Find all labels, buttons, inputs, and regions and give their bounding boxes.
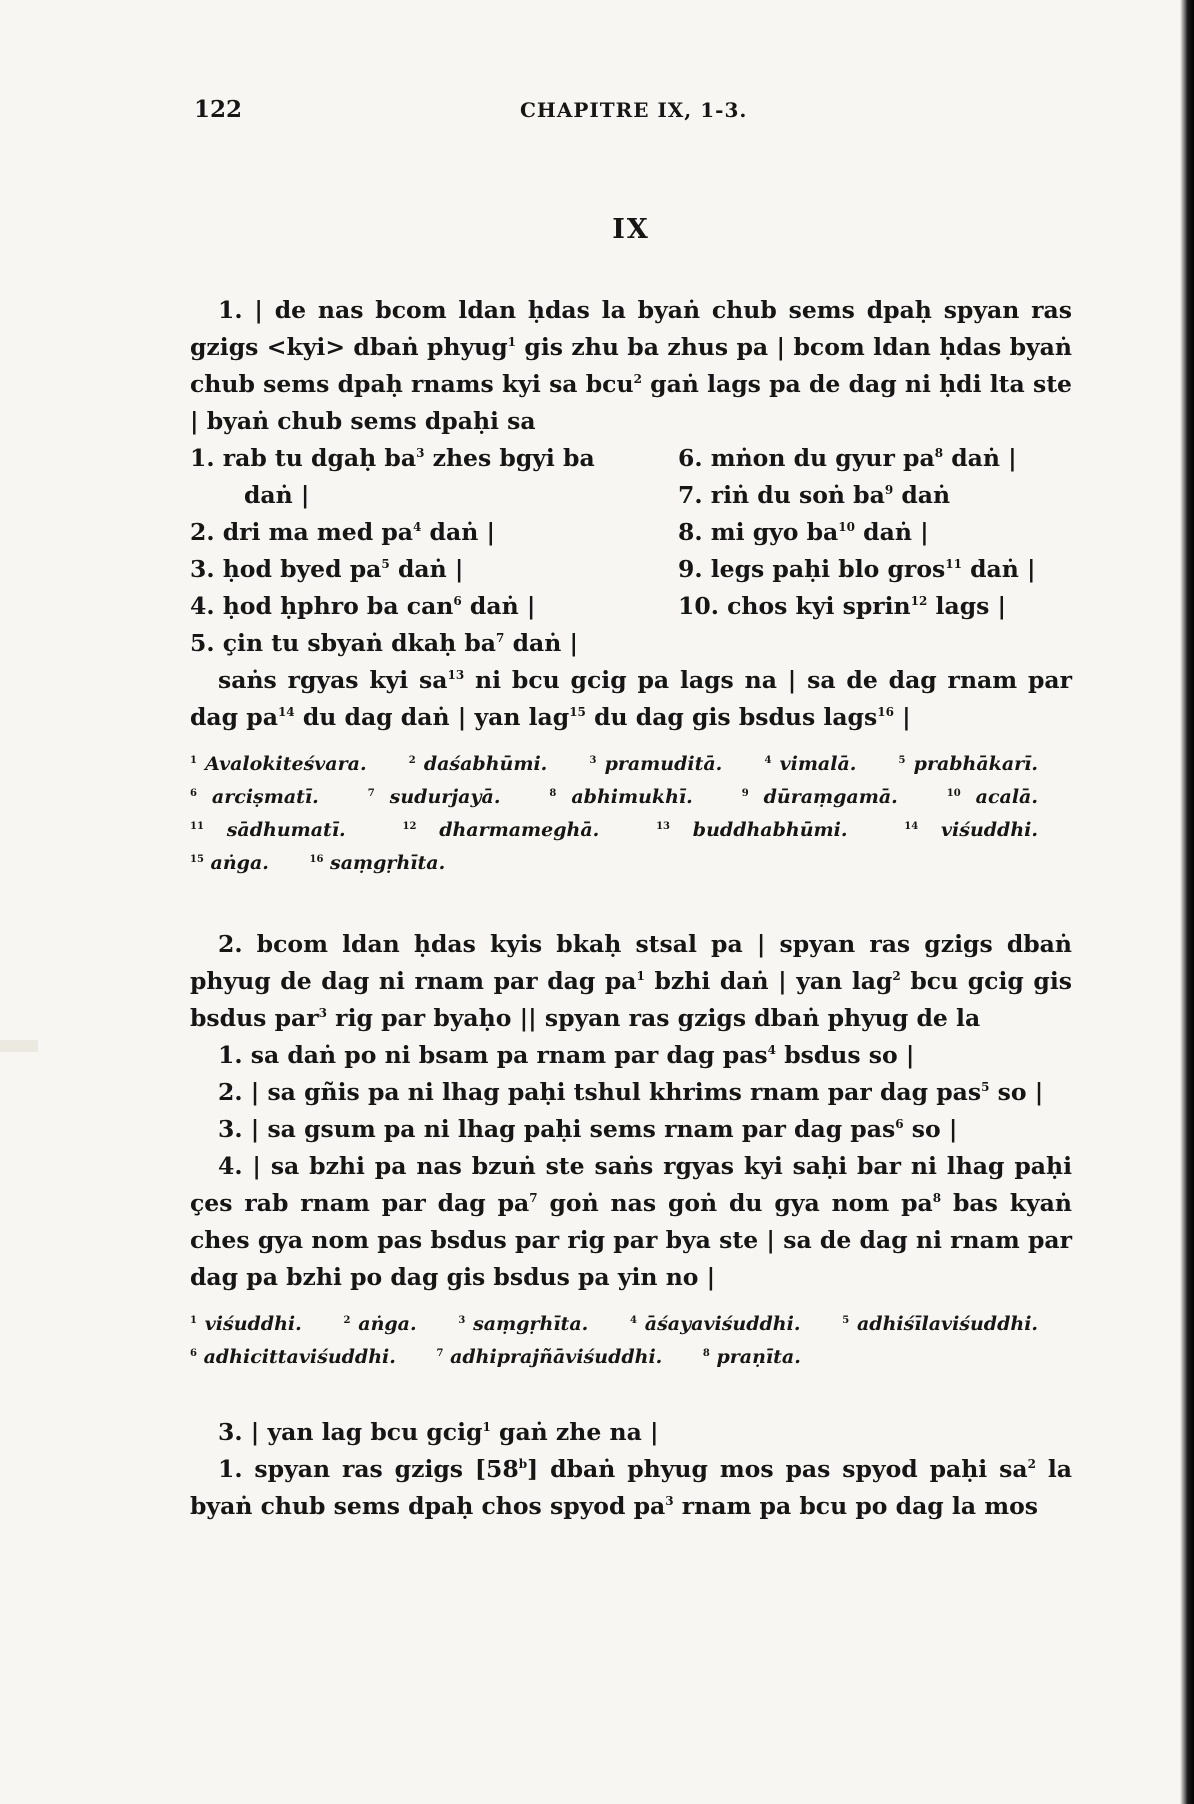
footnote-marker: 13: [447, 668, 465, 682]
page-edge-shadow: [1180, 0, 1194, 1804]
footnote-number: 16: [309, 854, 324, 865]
section-2-item-4: 4. | sa bzhi pa nas bzuṅ ste saṅs rgyas kyi saḥi bar ni lhag paḥi çes rab rnam par dag $pa^7$ goṅ nas goṅ du gya nom $pa^8$ bas kyaṅ ches gya nom pas bsdus par rig par bya ste | sa de dag ni rnam par dag pa bzhi po dag gis bsdus pa yin no |: [190, 1152, 1072, 1291]
footnote-marker: 8: [934, 446, 944, 460]
footnote-entry: $^{12}$ dharmameghā.: [402, 819, 600, 841]
footnote-marker: 7: [496, 631, 505, 645]
footnote-marker: 10: [838, 520, 855, 534]
list-left-column: [190, 440, 678, 662]
footnote-marker: 11: [945, 557, 962, 571]
footnote-entry: $^{16}$ saṃgṛhīta.: [309, 852, 446, 874]
footnote-marker: 4: [767, 1043, 777, 1057]
footnote-entry: $^{13}$ buddhabhūmi.: [656, 819, 848, 841]
list-item: 4. ḥod ḥphro ba can$^6$ daṅ |: [190, 592, 536, 620]
footnote-entry: $^4$ vimalā.: [764, 753, 857, 775]
footnote-number: 12: [402, 821, 417, 832]
footnote-number: 7: [367, 788, 375, 799]
footnote-entry: $^{11}$ sādhumatī.: [190, 819, 346, 841]
footnote-entry: $^{14}$ viśuddhi.: [904, 819, 1038, 841]
footnote-marker: 1: [507, 335, 517, 349]
footnote-number: 6: [190, 1348, 197, 1359]
footnote-entry: $^4$ āśayaviśuddhi.: [630, 1313, 801, 1335]
footnote-entry: $^6$ arciṣmatī.: [190, 786, 319, 808]
list-item: 9. legs paḥi blo gros$^{11}$ daṅ |: [678, 555, 1036, 583]
footnote-number: 13: [656, 821, 670, 832]
page-number: 122: [194, 96, 243, 123]
footnote-marker: 3: [416, 446, 425, 460]
footnote-entry: $^{10}$ acalā.: [946, 786, 1038, 808]
footnote-marker: 9: [884, 483, 894, 497]
list-item: 3. | sa gsum pa ni lhag paḥi sems rnam par dag pas$^6$ so |: [218, 1115, 958, 1143]
list-item: 2. dri ma med $pa^4$ daṅ |: [190, 518, 496, 546]
section-3-intro: 3. | yan lag bcu gcig$^1$ gaṅ zhe na |: [218, 1418, 659, 1446]
footnote-marker: 16: [877, 705, 894, 719]
list-item: 5. çin tu sbyaṅ dkaḥ $ba^7$ daṅ |: [190, 629, 579, 657]
footnote-number: 1: [190, 1315, 197, 1326]
footnote-marker: 2: [892, 969, 901, 983]
footnote-marker: 14: [277, 705, 295, 719]
footnote-entry: $^8$ praṇīta.: [702, 1346, 801, 1368]
footnote-marker: 5: [381, 557, 390, 571]
footnotes-section-1: [190, 748, 1072, 880]
section-1-intro: 1. | de nas bcom ldan ḥdas la byaṅ chub sems dpaḥ spyan ras gzigs <kyi> dbaṅ phyug$^1$ gis zhu ba zhus pa | bcom ldan ḥdas byaṅ chub sems dpaḥ rnams kyi sa bcu$^2$ gaṅ lags pa de dag ni ḥdi lta ste | byaṅ chub sems dpaḥi sa: [190, 296, 1073, 435]
footnote-entry: $^3$ saṃgṛhīta.: [458, 1313, 589, 1335]
footnote-marker: 15: [569, 705, 586, 719]
footnote-marker: 1: [482, 1420, 491, 1434]
section-2-intro: 2. bcom ldan ḥdas kyis bkaḥ stsal pa | spyan ras gzigs dbaṅ phyug de dag ni rnam par dag $pa^1$ bzhi daṅ | yan lag$^2$ bcu gcig gis bsdus par$^3$ rig par byaḥo || spyan ras gzigs dbaṅ phyug de la: [190, 930, 1073, 1032]
list-item: 8. mi gyo $ba^{10}$ daṅ |: [678, 518, 929, 546]
footnote-number: 15: [190, 854, 204, 865]
footnote-marker: 12: [910, 594, 928, 608]
footnote-number: 9: [741, 788, 749, 799]
footnote-entry: $^3$ pramuditā.: [589, 753, 723, 775]
chapter-title: IX: [612, 214, 650, 245]
footnote-marker: 2: [1027, 1457, 1036, 1471]
footnote-marker: b: [518, 1457, 528, 1471]
footnote-number: 3: [589, 755, 597, 766]
footnote-number: 6: [190, 788, 197, 799]
list-right-column: [678, 440, 1072, 662]
footnote-marker: 4: [413, 520, 422, 534]
footnote-entry: $^5$ adhiśīlaviśuddhi.: [842, 1313, 1039, 1335]
footnote-number: 11: [190, 821, 204, 832]
footnote-number: 2: [343, 1315, 351, 1326]
footnote-marker: 6: [453, 594, 462, 608]
footnote-number: 8: [702, 1348, 710, 1359]
running-header: [190, 96, 1072, 136]
footnote-marker: 8: [932, 1191, 942, 1205]
running-title: CHAPITRE IX, 1-3.: [520, 98, 748, 122]
footnote-entry: $^9$ dūraṃgamā.: [741, 786, 898, 808]
footnote-entry: $^5$ prabhākarī.: [898, 753, 1038, 775]
footnote-entry: $^1$ Avalokiteśvara.: [190, 753, 367, 775]
footnote-entry: $^7$ adhiprajñāviśuddhi.: [436, 1346, 663, 1368]
footnote-number: 3: [458, 1315, 466, 1326]
footnote-marker: 2: [633, 372, 642, 386]
list-item: 1. rab tu dgaḥ $ba^3$ zhes bgyi ba: [190, 444, 595, 472]
footnote-marker: 3: [665, 1494, 674, 1508]
section-1-closing: saṅs rgyas kyi $sa^{13}$ ni bcu gcig pa lags na | sa de dag rnam par dag $pa^{14}$ du dag daṅ | yan lag$^{15}$ du dag gis bsdus lags$^{16}$ |: [190, 666, 1072, 731]
footnote-marker: 7: [529, 1191, 538, 1205]
page-body: [190, 292, 1072, 1525]
footnote-number: 5: [842, 1315, 850, 1326]
footnote-number: 2: [408, 755, 416, 766]
list-item: 2. | sa gñis pa ni lhag paḥi tshul khrims rnam par dag pas$^5$ so |: [218, 1078, 1044, 1106]
list-item: 10. chos kyi sprin$^{12}$ lags |: [678, 592, 1007, 620]
footnote-entry: $^{15}$ aṅga.: [190, 852, 269, 874]
footnote-entry: $^6$ adhicittaviśuddhi.: [190, 1346, 396, 1368]
footnote-entry: $^1$ viśuddhi.: [190, 1313, 302, 1335]
section-1-list: [190, 440, 1072, 662]
footnote-number: 7: [436, 1348, 444, 1359]
section-3-item-1: 1. spyan ras gzigs [58$^b$] dbaṅ phyug mos pas spyod paḥi $sa^2$ la byaṅ chub sems dpaḥ chos spyod $pa^3$ rnam pa bcu po dag la mos: [190, 1455, 1072, 1520]
footnote-number: 1: [190, 755, 197, 766]
list-item: 7. riṅ du soṅ $ba^9$ daṅ: [678, 481, 951, 509]
footnote-number: 10: [946, 788, 961, 799]
footnote-marker: 1: [636, 969, 645, 983]
footnote-number: 4: [630, 1315, 638, 1326]
scan-smudge: [0, 1040, 38, 1052]
list-item: 1. sa daṅ po ni bsam pa rnam par dag pas$^4$ bsdus so |: [218, 1041, 915, 1069]
footnote-entry: $^7$ sudurjayā.: [367, 786, 501, 808]
footnote-entry: $^2$ aṅga.: [343, 1313, 417, 1335]
footnote-number: 4: [764, 755, 772, 766]
list-item-continuation: daṅ |: [244, 481, 310, 509]
footnote-number: 5: [898, 755, 906, 766]
footnote-number: 8: [549, 788, 557, 799]
footnote-marker: 5: [981, 1080, 990, 1094]
list-item: 3. ḥod byed $pa^5$ daṅ |: [190, 555, 464, 583]
footnote-marker: 3: [318, 1006, 327, 1020]
footnotes-section-2: [190, 1308, 1072, 1374]
footnote-entry: $^2$ daśabhūmi.: [408, 753, 548, 775]
list-item: 6. mṅon du gyur $pa^8$ daṅ |: [678, 444, 1017, 472]
footnote-entry: $^8$ abhimukhī.: [549, 786, 693, 808]
footnote-number: 14: [904, 821, 919, 832]
footnote-marker: 6: [895, 1117, 904, 1131]
